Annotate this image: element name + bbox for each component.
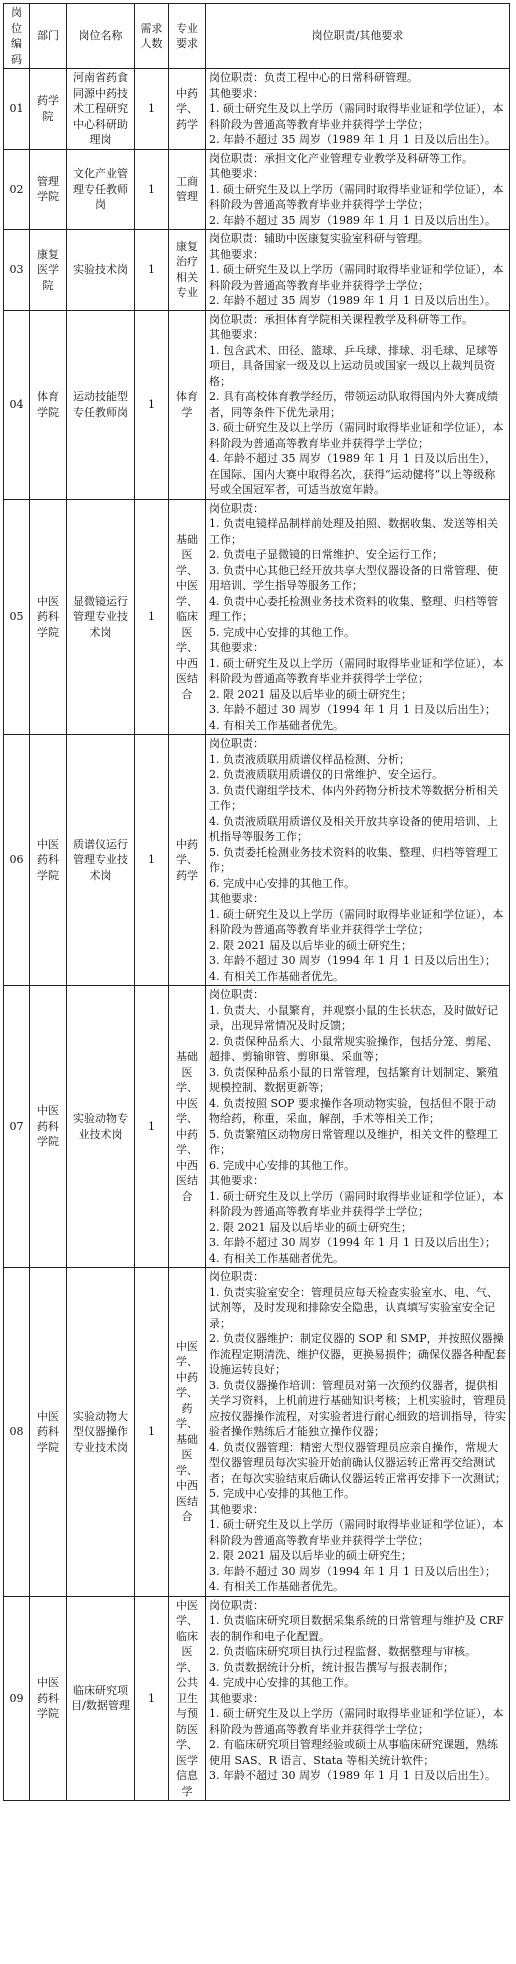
- requirement-line: 2. 年龄不超过 35 周岁（1989 年 1 月 1 日及以后出生）。: [209, 294, 496, 307]
- table-row: [4, 986, 510, 1268]
- department: 中医药科学院: [30, 499, 67, 735]
- requirement-line: 5. 完成中心安排的其他工作。: [209, 625, 355, 639]
- header-row: [4, 4, 510, 69]
- position-code: 02: [4, 149, 30, 230]
- requirements-cell: [206, 149, 510, 230]
- header-major: 专业要求: [169, 4, 206, 69]
- headcount: 1: [135, 69, 169, 150]
- requirement-line: 其他要求：: [209, 1691, 264, 1705]
- requirements-cell: [206, 735, 510, 986]
- headcount: 1: [135, 230, 169, 311]
- major-requirement: 工商管理: [169, 149, 206, 230]
- requirement-line: 2. 限 2021 届及以后毕业的硕士研究生；: [209, 1220, 412, 1234]
- requirement-line: 其他要求：: [209, 892, 264, 905]
- requirement-line: 2. 负责液质联用质谱仪的日常维护、安全运行。: [209, 768, 443, 781]
- position-name: 文化产业管理专任教师岗: [67, 149, 135, 230]
- requirement-line: 岗位职责：: [209, 988, 264, 1001]
- requirement-line: 2. 年龄不超过 35 周岁（1989 年 1 月 1 日及以后出生）。: [209, 133, 496, 146]
- table-row: [4, 499, 510, 735]
- requirement-line: 6. 完成中心安排的其他工作。: [209, 876, 355, 890]
- header-requirements: 岗位职责/其他要求: [206, 4, 510, 69]
- requirement-line: 4. 有相关工作基础者优先。: [209, 1580, 344, 1593]
- major-requirement: 基础医学、中医学、临床医学、中西医结合: [169, 499, 206, 735]
- headcount: 1: [135, 149, 169, 230]
- headcount: 1: [135, 986, 169, 1268]
- department: 中医药科学院: [30, 735, 67, 986]
- requirement-line: 1. 硕士研究生及以上学历（需同时取得毕业证和学位证），本科阶段为普通高等教育毕业并获得学士学位；: [209, 182, 504, 211]
- requirement-line: 1. 负责大、小鼠繁育，并观察小鼠的生长状态，及时做好记录，出现异常情况及时反馈；: [209, 1003, 498, 1032]
- requirement-line: 1. 硕士研究生及以上学历（需同时取得毕业证和学位证），本科阶段为普通高等教育毕业并获得学士学位；: [209, 263, 504, 292]
- requirements-cell: [206, 986, 510, 1268]
- requirements-cell: [206, 499, 510, 735]
- major-requirement: 康复治疗相关专业: [169, 230, 206, 311]
- headcount: 1: [135, 735, 169, 986]
- requirement-line: 其他要求：: [209, 328, 264, 341]
- position-name: 运动技能型专任教师岗: [67, 310, 135, 499]
- position-code: 03: [4, 230, 30, 311]
- requirement-line: 其他要求：: [209, 247, 264, 261]
- requirement-line: 岗位职责：承担文化产业管理专业教学及科研等工作。: [209, 151, 473, 165]
- table-row: [4, 310, 510, 499]
- department: 中医药科学院: [30, 1268, 67, 1597]
- requirement-line: 2. 限 2021 届及以后毕业的硕士研究生；: [209, 687, 412, 701]
- major-requirement: 中医学、临床医学、公共卫生与预防医学、医学信息学: [169, 1596, 206, 1801]
- table-row: [4, 149, 510, 230]
- requirement-line: 3. 硕士研究生及以上学历（需同时取得毕业证和学位证），本科阶段为普通高等教育毕业并获得学士学位；: [209, 421, 504, 450]
- requirement-line: 1. 负责临床研究项目数据采集系统的日常管理与维护及 CRF 表的制作和电子化配置。: [209, 1614, 504, 1643]
- requirement-line: 1. 硕士研究生及以上学历（需同时取得毕业证和学位证），本科阶段为普通高等教育毕业并获得学士学位；: [209, 907, 504, 936]
- requirement-line: 5. 完成中心安排的其他工作。: [209, 1487, 355, 1500]
- requirement-line: 4. 有相关工作基础者优先。: [209, 718, 344, 732]
- major-requirement: 中药学、药学: [169, 735, 206, 986]
- requirement-line: 4. 有相关工作基础者优先。: [209, 1251, 344, 1265]
- requirement-line: 4. 负责液质联用质谱仪及相关开放共享设备的使用培训、上机指导等服务工作；: [209, 814, 498, 843]
- requirement-line: 岗位职责：: [209, 1598, 264, 1612]
- requirement-line: 3. 负责仪器操作培训：管理员对第一次预约仪器者，提供相关学习资料，上机前进行基础知识考核；上机实验时，管理员应按仪器操作流程，对实验者进行耐心细致的培训指导，待实验者操作熟练后才能独立操作仪器；: [209, 1378, 506, 1438]
- requirement-line: 其他要求：: [209, 641, 264, 654]
- department: 中医药科学院: [30, 986, 67, 1268]
- position-code: 08: [4, 1268, 30, 1597]
- requirement-line: 3. 年龄不超过 30 周岁（1994 年 1 月 1 日及以后出生）；: [209, 954, 496, 967]
- requirement-line: 6. 完成中心安排的其他工作。: [209, 1158, 355, 1172]
- position-code: 06: [4, 735, 30, 986]
- header-name: 岗位名称: [67, 4, 135, 69]
- requirement-line: 3. 年龄不超过 30 周岁（1994 年 1 月 1 日及以后出生）；: [209, 1564, 496, 1578]
- requirements-cell: [206, 1268, 510, 1597]
- requirement-line: 4. 年龄不超过 35 周岁（1989 年 1 月 1 日及以后出生），在国际、国内大赛中取得名次，获得“运动健将”以上等级称号或全国冠军者，可适当放宽年龄。: [209, 452, 496, 496]
- major-requirement: 中药学、药学: [169, 69, 206, 150]
- position-name: 临床研究项目/数据管理: [67, 1596, 135, 1801]
- requirement-line: 3. 负责数据统计分析，统计报告撰写与报表制作；: [209, 1660, 454, 1674]
- department: 康复医学院: [30, 230, 67, 311]
- position-code: 07: [4, 986, 30, 1268]
- requirement-line: 2. 限 2021 届及以后毕业的硕士研究生；: [209, 1549, 412, 1562]
- position-code: 05: [4, 499, 30, 735]
- position-name: 质谱仪运行管理专业技术岗: [67, 735, 135, 986]
- major-requirement: 体育学: [169, 310, 206, 499]
- position-code: 04: [4, 310, 30, 499]
- requirement-line: 岗位职责：辅助中医康复实验室科研与管理。: [209, 232, 429, 245]
- position-name: 实验技术岗: [67, 230, 135, 311]
- table-row: [4, 1596, 510, 1801]
- requirement-line: 2. 有临床研究项目管理经验或硕士从事临床研究课题，熟练使用 SAS、R 语言、Stata 等相关统计软件；: [209, 1738, 498, 1767]
- requirement-line: 4. 负责按照 SOP 要求操作各项动物实验，包括但不限于动物给药，称重，采血，解剖，手术等相关工作；: [209, 1096, 496, 1125]
- requirement-line: 2. 负责仪器维护：制定仪器的 SOP 和 SMP，并按照仪器操作流程定期清洗、维护仪器，更换易损件；确保仪器各种配套设施运转良好；: [209, 1332, 506, 1376]
- requirement-line: 1. 硕士研究生及以上学历（需同时取得毕业证和学位证），本科阶段为普通高等教育毕业并获得学士学位；: [209, 1707, 504, 1736]
- requirement-line: 其他要求：: [209, 167, 264, 180]
- requirement-line: 4. 完成中心安排的其他工作。: [209, 1676, 355, 1689]
- requirement-line: 4. 负责中心委托检测业务技术资料的收集、整理、归档等管理工作；: [209, 594, 498, 623]
- positions-table: [3, 3, 510, 1801]
- requirement-line: 岗位职责：负责工程中心的日常科研管理。: [209, 71, 418, 84]
- requirement-line: 2. 具有高校体育教学经历，带领运动队取得国内外大赛成绩者，同等条件下优先录用；: [209, 390, 498, 419]
- requirement-line: 1. 硕士研究生及以上学历（需同时取得毕业证和学位证），本科阶段为普通高等教育毕业并获得学士学位；: [209, 102, 504, 131]
- requirement-line: 其他要求：: [209, 86, 264, 100]
- header-count: 需求人数: [135, 4, 169, 69]
- table-row: [4, 69, 510, 150]
- requirement-line: 岗位职责：: [209, 737, 264, 750]
- department: 管理学院: [30, 149, 67, 230]
- table-row: [4, 230, 510, 311]
- requirement-line: 5. 负责繁殖区动物房日常管理以及维护，相关文件的整理工作；: [209, 1127, 498, 1156]
- requirement-line: 1. 负责电镜样品制样前处理及拍照、数据收集、发送等相关工作；: [209, 517, 498, 546]
- position-name: 河南省药食同源中药技术工程研究中心科研助理岗: [67, 69, 135, 150]
- table-row: [4, 1268, 510, 1597]
- requirement-line: 1. 包含武术、田径、篮球、乒乓球、排球、羽毛球、足球等项目，具备国家一级及以上运动员或国家一级以上裁判员资格；: [209, 343, 498, 388]
- position-name: 显微镜运行管理专业技术岗: [67, 499, 135, 735]
- position-code: 01: [4, 69, 30, 150]
- department: 体育学院: [30, 310, 67, 499]
- requirements-cell: [206, 69, 510, 150]
- position-name: 实验动物专业技术岗: [67, 986, 135, 1268]
- requirement-line: 5. 负责委托检测业务技术资料的收集、整理、归档等管理工作；: [209, 845, 498, 874]
- requirement-line: 2. 负责电子显微镜的日常维护、安全运行工作；: [209, 548, 443, 561]
- requirement-line: 2. 年龄不超过 35 周岁（1989 年 1 月 1 日及以后出生）。: [209, 213, 496, 227]
- requirement-line: 1. 负责实验室安全：管理员应每天检查实验室水、电、气、试剂等，及时发现和排除安全隐患，认真填写实验室安全记录；: [209, 1285, 498, 1330]
- requirement-line: 4. 有相关工作基础者优先。: [209, 969, 344, 983]
- requirement-line: 2. 负责保种品系大、小鼠常规实验操作，包括分笼、剪尾、超排、剪输卵管、剪卵巢、采血等；: [209, 1034, 498, 1063]
- department: 药学院: [30, 69, 67, 150]
- requirements-cell: [206, 310, 510, 499]
- requirement-line: 3. 年龄不超过 30 周岁（1994 年 1 月 1 日及以后出生）；: [209, 1236, 496, 1249]
- requirement-line: 其他要求：: [209, 1502, 264, 1516]
- requirement-line: 其他要求：: [209, 1174, 264, 1187]
- requirement-line: 岗位职责：: [209, 501, 264, 515]
- headcount: 1: [135, 499, 169, 735]
- position-code: 09: [4, 1596, 30, 1801]
- headcount: 1: [135, 1596, 169, 1801]
- requirement-line: 3. 年龄不超过 30 周岁（1994 年 1 月 1 日及以后出生）；: [209, 703, 496, 716]
- department: 中医药科学院: [30, 1596, 67, 1801]
- header-dept: 部门: [30, 4, 67, 69]
- major-requirement: 中医学、中药学、药学、基础医学、中西医结合: [169, 1268, 206, 1597]
- requirements-cell: [206, 1596, 510, 1801]
- requirement-line: 1. 硕士研究生及以上学历（需同时取得毕业证和学位证），本科阶段为普通高等教育毕业并获得学士学位；: [209, 1518, 504, 1547]
- requirement-line: 2. 负责临床研究项目执行过程监督、数据整理与审核。: [209, 1645, 476, 1658]
- major-requirement: 基础医学、中医学、中药学、中西医结合: [169, 986, 206, 1268]
- requirement-line: 1. 硕士研究生及以上学历（需同时取得毕业证和学位证），本科阶段为普通高等教育毕业并获得学士学位；: [209, 656, 504, 685]
- position-name: 实验动物大型仪器操作专业技术岗: [67, 1268, 135, 1597]
- requirement-line: 3. 负责代谢组学技术、体内外药物分析技术等数据分析相关工作；: [209, 783, 498, 812]
- requirement-line: 3. 年龄不超过 30 周岁（1989 年 1 月 1 日及以后出生）。: [209, 1769, 496, 1782]
- table-row: [4, 735, 510, 986]
- headcount: 1: [135, 310, 169, 499]
- requirement-line: 岗位职责：: [209, 1270, 264, 1283]
- requirement-line: 3. 负责保种品系小鼠的日常管理，包括繁育计划制定、繁殖规模控制、数据更新等；: [209, 1065, 498, 1094]
- requirement-line: 4. 负责仪器管理：精密大型仪器管理员应亲自操作，常规大型仪器管理员每次实验开始前确认仪器运转正常再交给测试者；在每次实验结束后确认仪器运转正常再安排下一次测试；: [209, 1440, 506, 1485]
- requirement-line: 岗位职责：承担体育学院相关课程教学及科研等工作。: [209, 312, 473, 326]
- requirements-cell: [206, 230, 510, 311]
- requirement-line: 1. 硕士研究生及以上学历（需同时取得毕业证和学位证），本科阶段为普通高等教育毕业并获得学士学位；: [209, 1189, 504, 1218]
- requirement-line: 1. 负责液质联用质谱仪样品检测、分析；: [209, 752, 410, 766]
- headcount: 1: [135, 1268, 169, 1597]
- header-code: 岗位编码: [4, 4, 30, 69]
- requirement-line: 2. 限 2021 届及以后毕业的硕士研究生；: [209, 938, 412, 952]
- requirement-line: 3. 负责中心其他已经开放共享大型仪器设备的日常管理、使用培训、学生指导等服务工作；: [209, 563, 498, 592]
